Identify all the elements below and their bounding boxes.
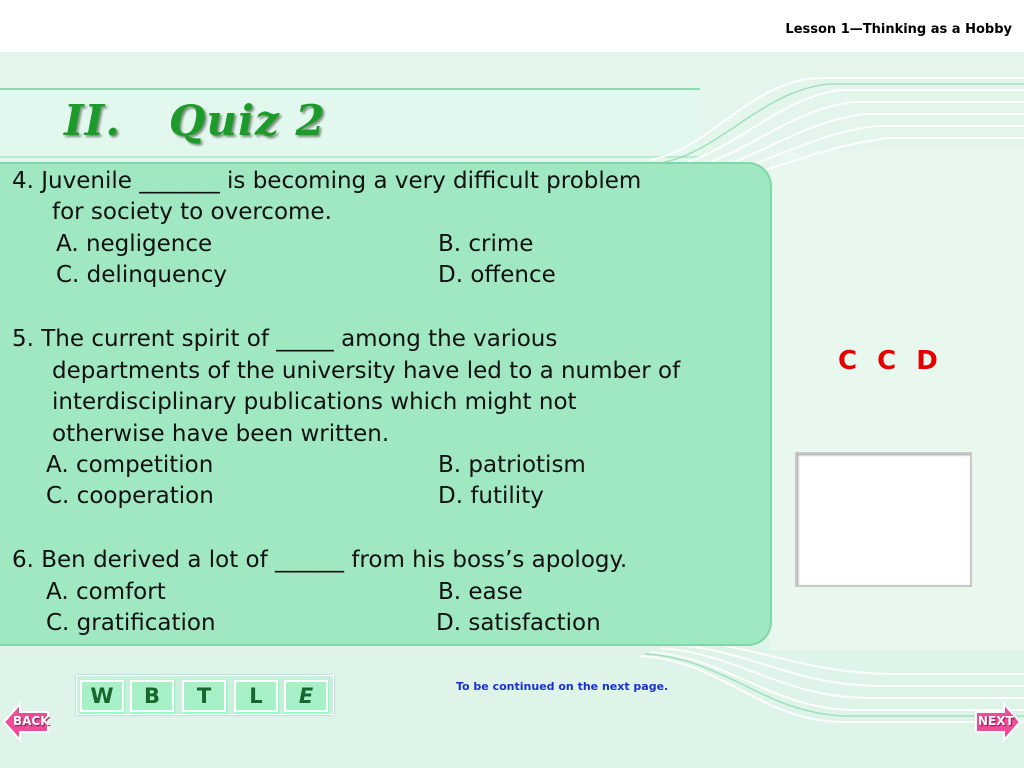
section-number: II. [64, 96, 121, 145]
question-5-line-1: 5. The current spirit of _____ among the various [12, 326, 558, 352]
nav-button-e[interactable]: E [284, 680, 328, 712]
next-button[interactable] [974, 698, 1022, 746]
question-4-option-b: B. crime [438, 231, 534, 257]
answer-6: D [916, 346, 938, 376]
answer-key [838, 346, 958, 376]
question-6-option-a: A. comfort [46, 579, 166, 605]
nav-button-w[interactable]: W [80, 680, 124, 712]
question-6-option-b: B. ease [438, 579, 523, 605]
answer-5: C [877, 346, 897, 376]
lesson-title: Lesson 1—Thinking as a Hobby [785, 22, 1012, 37]
question-5-line-2: departments of the university have led to a number of [52, 358, 681, 384]
question-4-line-2: for society to overcome. [52, 199, 332, 225]
question-4-option-a: A. negligence [56, 231, 213, 257]
question-5-option-c: C. cooperation [46, 483, 214, 509]
question-4-option-c: C. delinquency [56, 262, 227, 288]
question-5-line-4: otherwise have been written. [52, 421, 390, 447]
next-label: NEXT [978, 714, 1014, 728]
question-6-option-d: D. satisfaction [436, 610, 601, 636]
question-6-line-1: 6. Ben derived a lot of ______ from his boss’s apology. [12, 547, 628, 573]
nav-button-l[interactable]: L [234, 680, 278, 712]
answer-4: C [838, 346, 858, 376]
question-6-option-c: C. gratification [46, 610, 216, 636]
nav-button-t[interactable]: T [182, 680, 226, 712]
question-5-line-3: interdisciplinary publications which might not [52, 389, 577, 415]
back-label: BACK [13, 714, 50, 728]
back-button[interactable] [2, 698, 50, 746]
question-4-line-1: 4. Juvenile _______ is becoming a very difficult problem [12, 168, 642, 194]
question-5-option-a: A. competition [46, 452, 214, 478]
nav-button-b[interactable]: B [130, 680, 174, 712]
question-5-option-d: D. futility [438, 483, 544, 509]
continued-note: To be continued on the next page. [456, 680, 669, 693]
image-placeholder [795, 452, 972, 587]
question-5-option-b: B. patriotism [438, 452, 586, 478]
question-4-option-d: D. offence [438, 262, 556, 288]
page-title [64, 96, 326, 145]
section-title: Quiz 2 [168, 96, 326, 145]
